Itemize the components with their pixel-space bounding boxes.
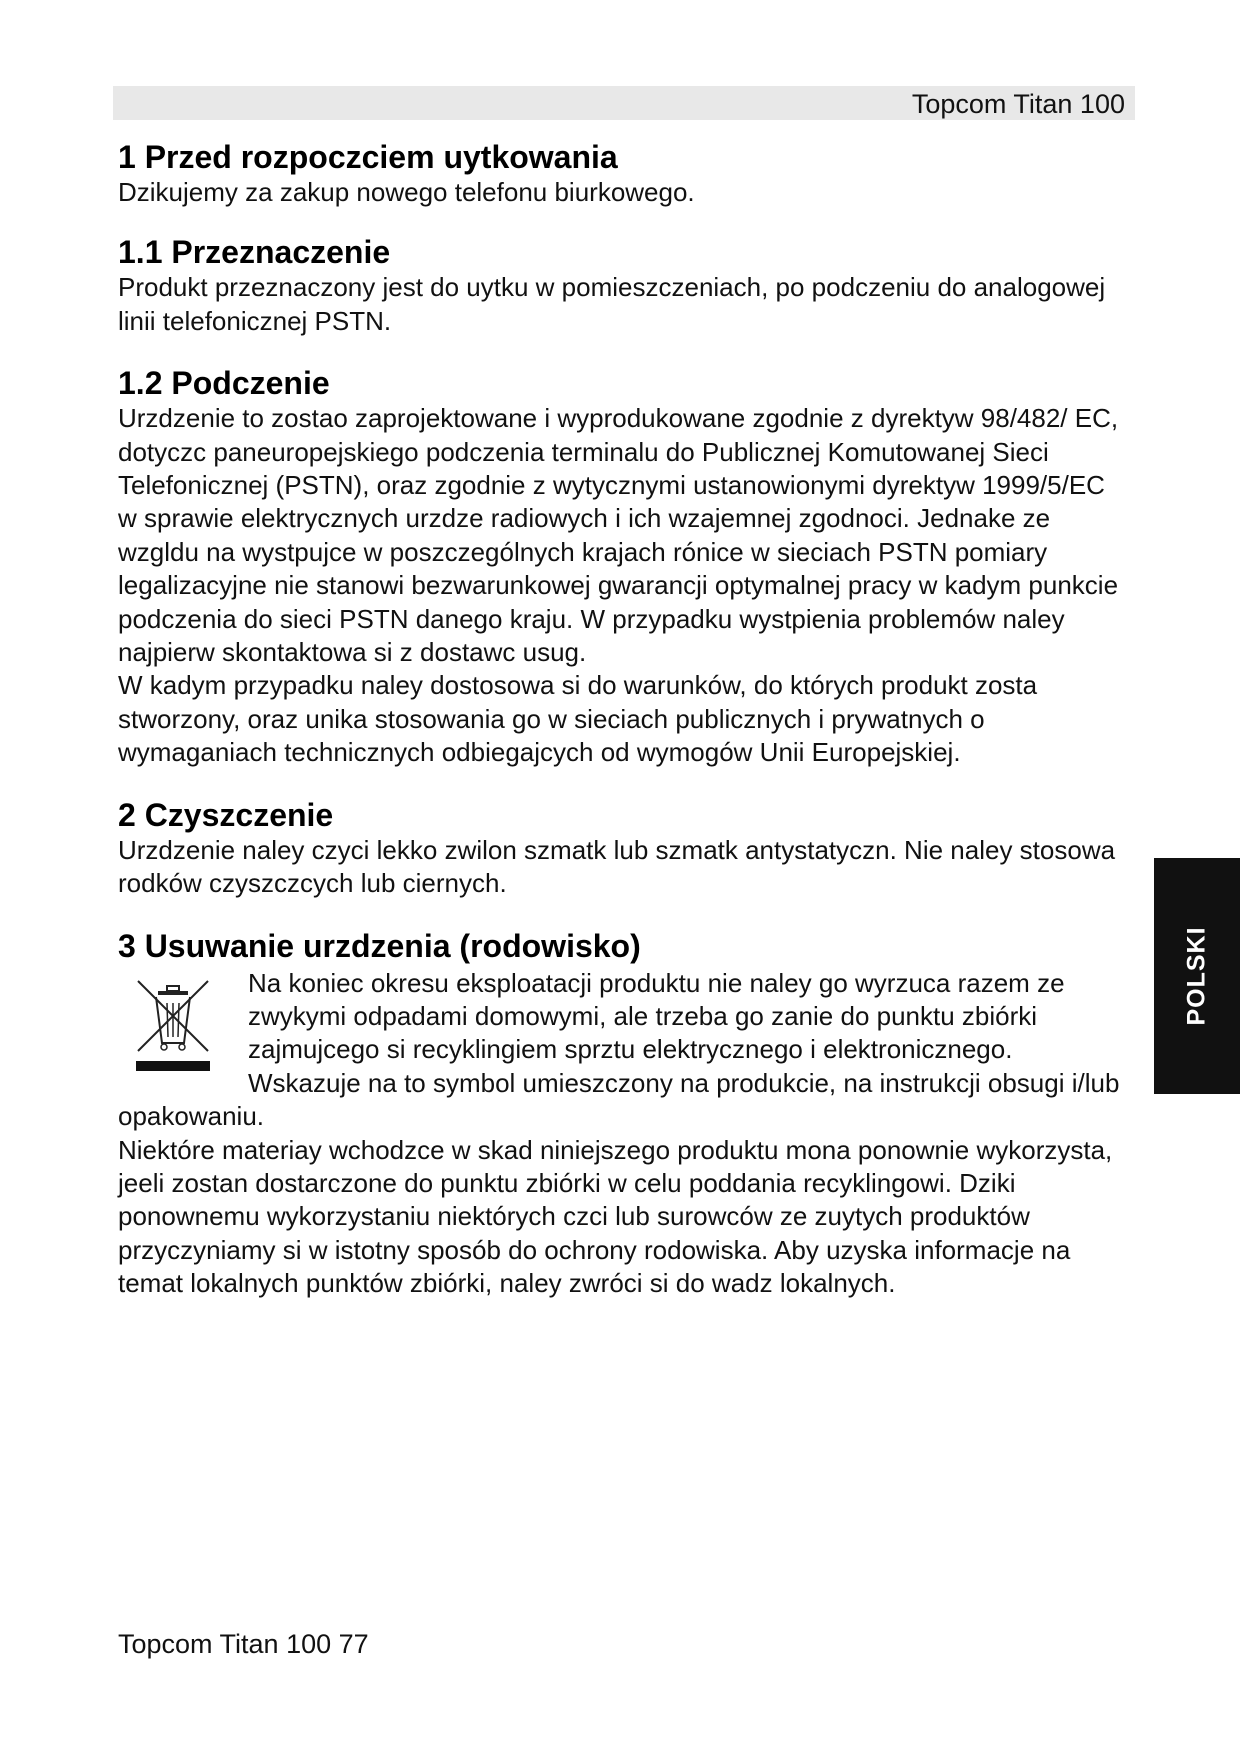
section-heading: 1.2 Podczenie bbox=[118, 365, 330, 402]
section-before-use bbox=[118, 138, 1130, 209]
section-text: W kadym przypadku naley dostosowa si do warunków, do których produkt zosta stworzony, oraz unika stosowania go w sieciach publicznych i prywatnych o wymaganiach technicznych odbiegajcych od wymogów Unii Europejskiej. bbox=[118, 670, 1038, 768]
section-heading: 1.1 Przeznaczenie bbox=[118, 234, 391, 271]
section-text: Produkt przeznaczony jest do uytku w pomieszczeniach, po podczeniu do analogowej linii telefonicznej PSTN. bbox=[118, 272, 1106, 336]
section-text: Niektóre materiay wchodzce w skad niniejszego produktu mona ponownie wykorzysta, jeeli zostan dostarczone do punktu zbiórki w celu poddania recyklingowi. Dziki ponownemu wykorzystaniu niektórych czci lub surowców ze zuytych produktów przyczyniamy si w istotny sposób do ochrony rodowiska. Aby uzyska informacje na temat lokalnych punktów zbiórki, naley zwróci si do wadz lokalnych. bbox=[118, 1134, 1113, 1299]
page-header bbox=[113, 86, 1135, 120]
section-heading: 3 Usuwanie urzdzenia (rodowisko) bbox=[118, 927, 641, 964]
section-heading: 2 Czyszczenie bbox=[118, 796, 334, 833]
section-heading: 1 Przed rozpoczciem uytkowania bbox=[118, 139, 618, 175]
section-text: Dzikujemy za zakup nowego telefonu biurkowego. bbox=[118, 177, 695, 207]
section-connection bbox=[118, 364, 1130, 769]
weee-crossed-bin-icon bbox=[118, 969, 238, 1081]
page-footer: Topcom Titan 100 77 bbox=[118, 1629, 369, 1659]
document-body bbox=[118, 138, 1130, 1301]
section-text: Urzdzenie to zostao zaprojektowane i wyprodukowane zgodnie z dyrektyw 98/482/ EC, dotyczc paneuropejskiego podczenia terminalu do Publicznej Komutowanej Sieci Telefonicznej (PSTN), oraz zgodnie z wytycznymi ustanowionymi dyrektyw 1999/5/EC w sprawie elektrycznych urzdze radiowych i ich wzajemnej zgodnoci. Jednake ze wzgldu na wystpujce w poszczególnych krajach rónice w sieciach PSTN pomiary legalizacyjne nie stanowi bezwarunkowej gwarancji optymalnej pracy w kadym punkcie podczenia do sieci PSTN danego kraju. W przypadku wystpienia problemów naley najpierw skontaktowa si z dostawc usug. bbox=[118, 403, 1119, 668]
section-text: Na koniec okresu eksploatacji produktu nie naley go wyrzuca razem ze zwykymi odpadami domowymi, ale trzeba go zanie do punktu zbiórki zajmujcego si recyklingiem sprztu elektrycznego i elektronicznego. Wskazuje na to symbol umieszczony na produkcie, na instrukcji obsugi i/lub opakowaniu. bbox=[118, 967, 1120, 1132]
section-cleaning bbox=[118, 796, 1130, 901]
section-text: Urzdzenie naley czyci lekko zwilon szmatk lub szmatk antystatyczn. Nie naley stosowa rodków czyszczcych lub ciernych. bbox=[118, 834, 1116, 899]
section-intended-use bbox=[118, 233, 1130, 338]
disposal-block bbox=[118, 967, 1130, 1301]
header-title: Topcom Titan 100 bbox=[911, 89, 1125, 119]
language-tab-label: POLSKI bbox=[1182, 926, 1211, 1026]
language-tab bbox=[1154, 858, 1240, 1094]
section-disposal bbox=[118, 927, 1130, 1301]
